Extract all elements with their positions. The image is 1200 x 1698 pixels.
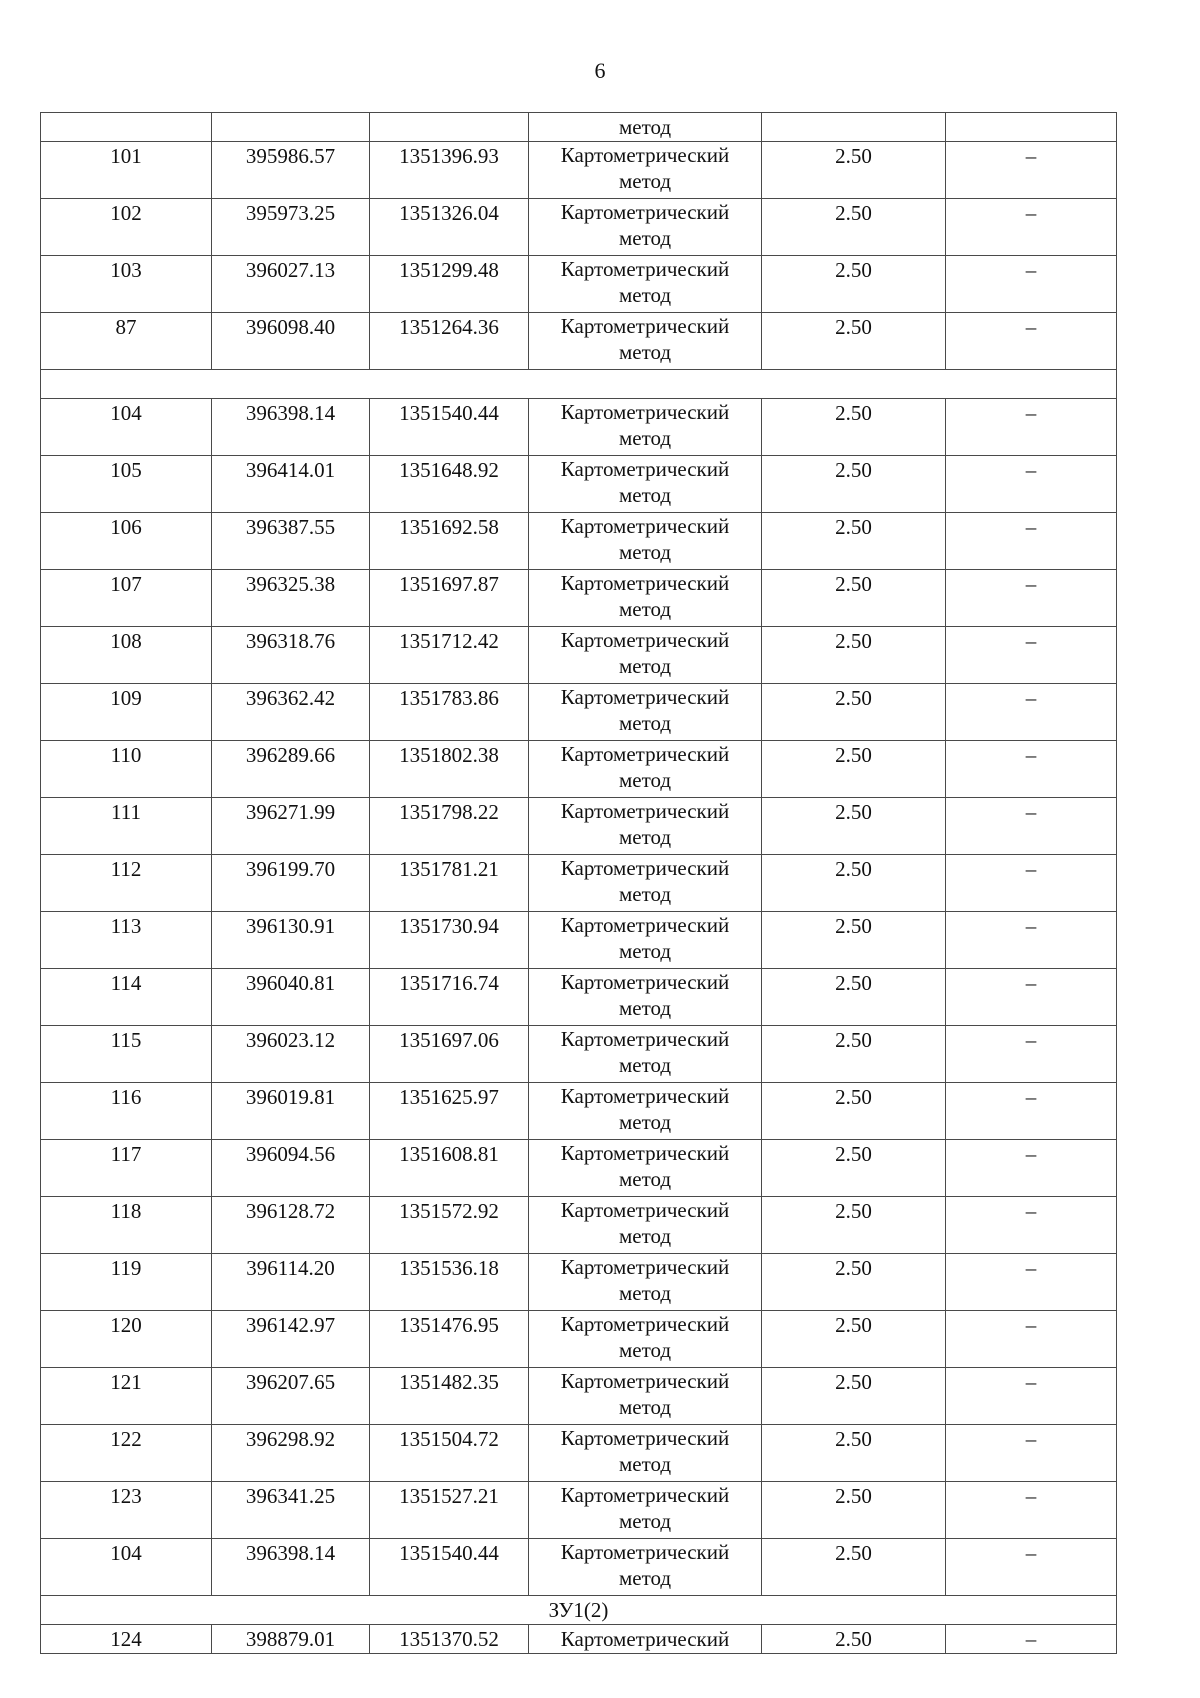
cell-note: – <box>946 1140 1117 1197</box>
cell-y: 1351648.92 <box>370 456 529 513</box>
cell-note: – <box>946 1026 1117 1083</box>
cell-note: – <box>946 256 1117 313</box>
cell-y: 1351798.22 <box>370 798 529 855</box>
cell-x: 396040.81 <box>212 969 370 1026</box>
table-row <box>41 1140 1117 1197</box>
cell-x: 396199.70 <box>212 855 370 912</box>
cell-y: 1351527.21 <box>370 1482 529 1539</box>
cell-x: 396362.42 <box>212 684 370 741</box>
cell-x: 395986.57 <box>212 142 370 199</box>
table-row <box>41 1625 1117 1654</box>
cell-y: 1351396.93 <box>370 142 529 199</box>
cell-method: метод <box>529 113 762 142</box>
section-label: ЗУ1(2) <box>41 1596 1117 1625</box>
cell-accuracy: 2.50 <box>762 313 946 370</box>
cell-note: – <box>946 1311 1117 1368</box>
cell-accuracy: 2.50 <box>762 1140 946 1197</box>
cell-note: – <box>946 855 1117 912</box>
coordinates-table <box>40 112 1117 1654</box>
method-line-1: Картометрический <box>560 571 730 595</box>
cell-y: 1351730.94 <box>370 912 529 969</box>
method-line-2: метод <box>618 996 672 1020</box>
method-line-1: Картометрический <box>560 1027 730 1051</box>
cell-point: 122 <box>41 1425 212 1482</box>
table-row <box>41 456 1117 513</box>
cell-point: 104 <box>41 399 212 456</box>
cell-method <box>529 399 762 456</box>
cell-point <box>41 113 212 142</box>
cell-method <box>529 199 762 256</box>
table-row <box>41 1026 1117 1083</box>
cell-y: 1351783.86 <box>370 684 529 741</box>
cell-accuracy: 2.50 <box>762 1254 946 1311</box>
method-line-2: метод <box>618 1224 672 1248</box>
cell-x: 395973.25 <box>212 199 370 256</box>
cell-point: 108 <box>41 627 212 684</box>
cell-x: 396414.01 <box>212 456 370 513</box>
cell-y <box>370 113 529 142</box>
cell-y: 1351781.21 <box>370 855 529 912</box>
method-line-2: метод <box>618 1509 672 1533</box>
method-line-2: метод <box>618 1167 672 1191</box>
cell-note: – <box>946 912 1117 969</box>
cell-accuracy: 2.50 <box>762 1311 946 1368</box>
cell-accuracy: 2.50 <box>762 1425 946 1482</box>
method-line-2: метод <box>618 1110 672 1134</box>
method-line-2: метод <box>618 340 672 364</box>
table-row <box>41 741 1117 798</box>
cell-accuracy: 2.50 <box>762 1083 946 1140</box>
method-line-1: Картометрический <box>560 1369 730 1393</box>
cell-note: – <box>946 1368 1117 1425</box>
cell-point: 103 <box>41 256 212 313</box>
cell-method <box>529 1425 762 1482</box>
cell-accuracy: 2.50 <box>762 142 946 199</box>
method-line-1: Картометрический <box>560 1312 730 1336</box>
method-line-1: Картометрический <box>560 1426 730 1450</box>
table-row <box>41 1311 1117 1368</box>
method-line-2: метод <box>618 1281 672 1305</box>
table-row <box>41 1368 1117 1425</box>
table-row <box>41 1254 1117 1311</box>
method-line-1: Картометрический <box>560 742 730 766</box>
cell-point: 115 <box>41 1026 212 1083</box>
method-line-1: Картометрический <box>560 970 730 994</box>
cell-x: 396130.91 <box>212 912 370 969</box>
cell-method <box>529 1026 762 1083</box>
cell-x: 396298.92 <box>212 1425 370 1482</box>
method-line-2: метод <box>618 825 672 849</box>
cell-point: 112 <box>41 855 212 912</box>
cell-accuracy: 2.50 <box>762 855 946 912</box>
table-row <box>41 199 1117 256</box>
cell-method <box>529 1140 762 1197</box>
cell-method <box>529 855 762 912</box>
cell-point: 124 <box>41 1625 212 1654</box>
cell-note: – <box>946 684 1117 741</box>
method-line-2: метод <box>618 939 672 963</box>
cell-method <box>529 256 762 313</box>
method-line-1: Картометрический <box>560 314 730 338</box>
table-row <box>41 1197 1117 1254</box>
table-row <box>41 627 1117 684</box>
cell-y: 1351712.42 <box>370 627 529 684</box>
cell-x: 396128.72 <box>212 1197 370 1254</box>
cell-point: 87 <box>41 313 212 370</box>
cell-accuracy: 2.50 <box>762 513 946 570</box>
cell-y: 1351476.95 <box>370 1311 529 1368</box>
cell-accuracy: 2.50 <box>762 1197 946 1254</box>
method-line-2: метод <box>618 654 672 678</box>
method-line-2: метод <box>618 1395 672 1419</box>
table-row <box>41 256 1117 313</box>
cell-method <box>529 456 762 513</box>
cell-accuracy: 2.50 <box>762 798 946 855</box>
cell-y: 1351802.38 <box>370 741 529 798</box>
cell-point: 119 <box>41 1254 212 1311</box>
method-line-1: Картометрический <box>560 799 730 823</box>
cell-accuracy: 2.50 <box>762 912 946 969</box>
cell-x: 396027.13 <box>212 256 370 313</box>
cell-accuracy: 2.50 <box>762 1026 946 1083</box>
cell-y: 1351692.58 <box>370 513 529 570</box>
cell-x: 396207.65 <box>212 1368 370 1425</box>
cell-method <box>529 1083 762 1140</box>
cell-point: 104 <box>41 1539 212 1596</box>
separator-row <box>41 370 1117 399</box>
table-row <box>41 570 1117 627</box>
method-line-2: метод <box>618 711 672 735</box>
cell-point: 123 <box>41 1482 212 1539</box>
separator-cell <box>41 370 1117 399</box>
table-row <box>41 313 1117 370</box>
cell-point: 117 <box>41 1140 212 1197</box>
cell-y: 1351264.36 <box>370 313 529 370</box>
cell-y: 1351697.87 <box>370 570 529 627</box>
cell-method <box>529 1539 762 1596</box>
method-line-2: метод <box>618 597 672 621</box>
cell-point: 113 <box>41 912 212 969</box>
cell-point: 102 <box>41 199 212 256</box>
table-row <box>41 513 1117 570</box>
cell-note: – <box>946 399 1117 456</box>
cell-accuracy: 2.50 <box>762 199 946 256</box>
cell-note: – <box>946 1482 1117 1539</box>
cell-accuracy: 2.50 <box>762 741 946 798</box>
method-line-2: метод <box>618 1566 672 1590</box>
cell-x <box>212 113 370 142</box>
cell-y: 1351608.81 <box>370 1140 529 1197</box>
table-row <box>41 855 1117 912</box>
method-line-2: метод <box>618 768 672 792</box>
cell-note: – <box>946 142 1117 199</box>
method-line-2: метод <box>618 882 672 906</box>
cell-accuracy: 2.50 <box>762 256 946 313</box>
cell-note <box>946 113 1117 142</box>
method-line-1: Картометрический <box>560 628 730 652</box>
cell-method <box>529 570 762 627</box>
cell-method <box>529 684 762 741</box>
table-row <box>41 912 1117 969</box>
cell-accuracy: 2.50 <box>762 684 946 741</box>
cell-note: – <box>946 313 1117 370</box>
method-line-2: метод <box>618 226 672 250</box>
method-line-1: Картометрический <box>560 913 730 937</box>
cell-point: 114 <box>41 969 212 1026</box>
cell-x: 396387.55 <box>212 513 370 570</box>
cell-point: 105 <box>41 456 212 513</box>
method-line-1: Картометрический <box>560 257 730 281</box>
method-line-1: Картометрический <box>560 1084 730 1108</box>
cell-x: 396325.38 <box>212 570 370 627</box>
cell-y: 1351572.92 <box>370 1197 529 1254</box>
cell-point: 106 <box>41 513 212 570</box>
cell-accuracy: 2.50 <box>762 627 946 684</box>
cell-method <box>529 969 762 1026</box>
table-row <box>41 399 1117 456</box>
coordinates-table-body <box>41 113 1117 1654</box>
cell-x: 396341.25 <box>212 1482 370 1539</box>
cell-note: – <box>946 1197 1117 1254</box>
cell-accuracy: 2.50 <box>762 1482 946 1539</box>
cell-accuracy: 2.50 <box>762 969 946 1026</box>
cell-method <box>529 1197 762 1254</box>
cell-y: 1351716.74 <box>370 969 529 1026</box>
cell-x: 396271.99 <box>212 798 370 855</box>
cell-note: – <box>946 1425 1117 1482</box>
method-line-2: метод <box>618 540 672 564</box>
cell-y: 1351504.72 <box>370 1425 529 1482</box>
cell-note: – <box>946 741 1117 798</box>
cell-method <box>529 741 762 798</box>
method-line-2: метод <box>618 169 672 193</box>
cell-method: Картометрический <box>529 1625 762 1654</box>
method-line-2: метод <box>618 1338 672 1362</box>
cell-y: 1351625.97 <box>370 1083 529 1140</box>
cell-method <box>529 1311 762 1368</box>
cell-y: 1351536.18 <box>370 1254 529 1311</box>
cell-method <box>529 1254 762 1311</box>
table-row <box>41 684 1117 741</box>
method-line-1: Картометрический <box>560 200 730 224</box>
continued-row <box>41 113 1117 142</box>
cell-y: 1351482.35 <box>370 1368 529 1425</box>
cell-note: – <box>946 199 1117 256</box>
method-line-2: метод <box>618 283 672 307</box>
table-row <box>41 1425 1117 1482</box>
cell-accuracy <box>762 113 946 142</box>
cell-point: 116 <box>41 1083 212 1140</box>
cell-point: 120 <box>41 1311 212 1368</box>
cell-y: 1351299.48 <box>370 256 529 313</box>
table-row <box>41 798 1117 855</box>
cell-point: 111 <box>41 798 212 855</box>
cell-accuracy: 2.50 <box>762 456 946 513</box>
cell-method <box>529 798 762 855</box>
cell-y: 1351697.06 <box>370 1026 529 1083</box>
cell-y: 1351540.44 <box>370 1539 529 1596</box>
cell-method <box>529 1368 762 1425</box>
method-line-1: Картометрический <box>560 514 730 538</box>
method-line-2: метод <box>618 1053 672 1077</box>
method-line-1: Картометрический <box>560 1483 730 1507</box>
cell-note: – <box>946 513 1117 570</box>
cell-point: 118 <box>41 1197 212 1254</box>
cell-x: 398879.01 <box>212 1625 370 1654</box>
section-row <box>41 1596 1117 1625</box>
table-row <box>41 969 1117 1026</box>
cell-x: 396398.14 <box>212 1539 370 1596</box>
method-line-2: метод <box>618 483 672 507</box>
cell-point: 110 <box>41 741 212 798</box>
cell-method <box>529 313 762 370</box>
cell-method <box>529 912 762 969</box>
method-line-1: Картометрический <box>560 856 730 880</box>
cell-accuracy: 2.50 <box>762 1539 946 1596</box>
method-line-1: Картометрический <box>560 1255 730 1279</box>
method-line-1: Картометрический <box>560 1141 730 1165</box>
table-row <box>41 1539 1117 1596</box>
cell-x: 396098.40 <box>212 313 370 370</box>
cell-x: 396398.14 <box>212 399 370 456</box>
cell-note: – <box>946 570 1117 627</box>
cell-method <box>529 142 762 199</box>
method-line-1: Картометрический <box>560 1198 730 1222</box>
cell-method <box>529 1482 762 1539</box>
cell-x: 396114.20 <box>212 1254 370 1311</box>
cell-method <box>529 627 762 684</box>
cell-accuracy: 2.50 <box>762 1368 946 1425</box>
method-line-2: метод <box>618 1452 672 1476</box>
cell-note: – <box>946 1083 1117 1140</box>
cell-note: – <box>946 627 1117 684</box>
cell-x: 396094.56 <box>212 1140 370 1197</box>
cell-y: 1351540.44 <box>370 399 529 456</box>
cell-note: – <box>946 1539 1117 1596</box>
cell-x: 396019.81 <box>212 1083 370 1140</box>
cell-accuracy: 2.50 <box>762 570 946 627</box>
page-number: 6 <box>594 58 606 83</box>
method-line-1: Картометрический <box>560 143 730 167</box>
cell-note: – <box>946 969 1117 1026</box>
cell-x: 396289.66 <box>212 741 370 798</box>
method-line-1: Картометрический <box>560 1540 730 1564</box>
cell-accuracy: 2.50 <box>762 1625 946 1654</box>
table-row <box>41 142 1117 199</box>
cell-y: 1351370.52 <box>370 1625 529 1654</box>
method-line-1: Картометрический <box>560 457 730 481</box>
cell-accuracy: 2.50 <box>762 399 946 456</box>
method-line-1: Картометрический <box>560 400 730 424</box>
cell-x: 396023.12 <box>212 1026 370 1083</box>
method-line-1: Картометрический <box>560 685 730 709</box>
table-row <box>41 1083 1117 1140</box>
cell-point: 109 <box>41 684 212 741</box>
cell-note: – <box>946 1254 1117 1311</box>
cell-point: 121 <box>41 1368 212 1425</box>
cell-note: – <box>946 456 1117 513</box>
cell-point: 107 <box>41 570 212 627</box>
cell-note: – <box>946 798 1117 855</box>
cell-x: 396318.76 <box>212 627 370 684</box>
cell-point: 101 <box>41 142 212 199</box>
cell-y: 1351326.04 <box>370 199 529 256</box>
method-line-2: метод <box>618 426 672 450</box>
cell-note: – <box>946 1625 1117 1654</box>
cell-x: 396142.97 <box>212 1311 370 1368</box>
cell-method <box>529 513 762 570</box>
table-row <box>41 1482 1117 1539</box>
